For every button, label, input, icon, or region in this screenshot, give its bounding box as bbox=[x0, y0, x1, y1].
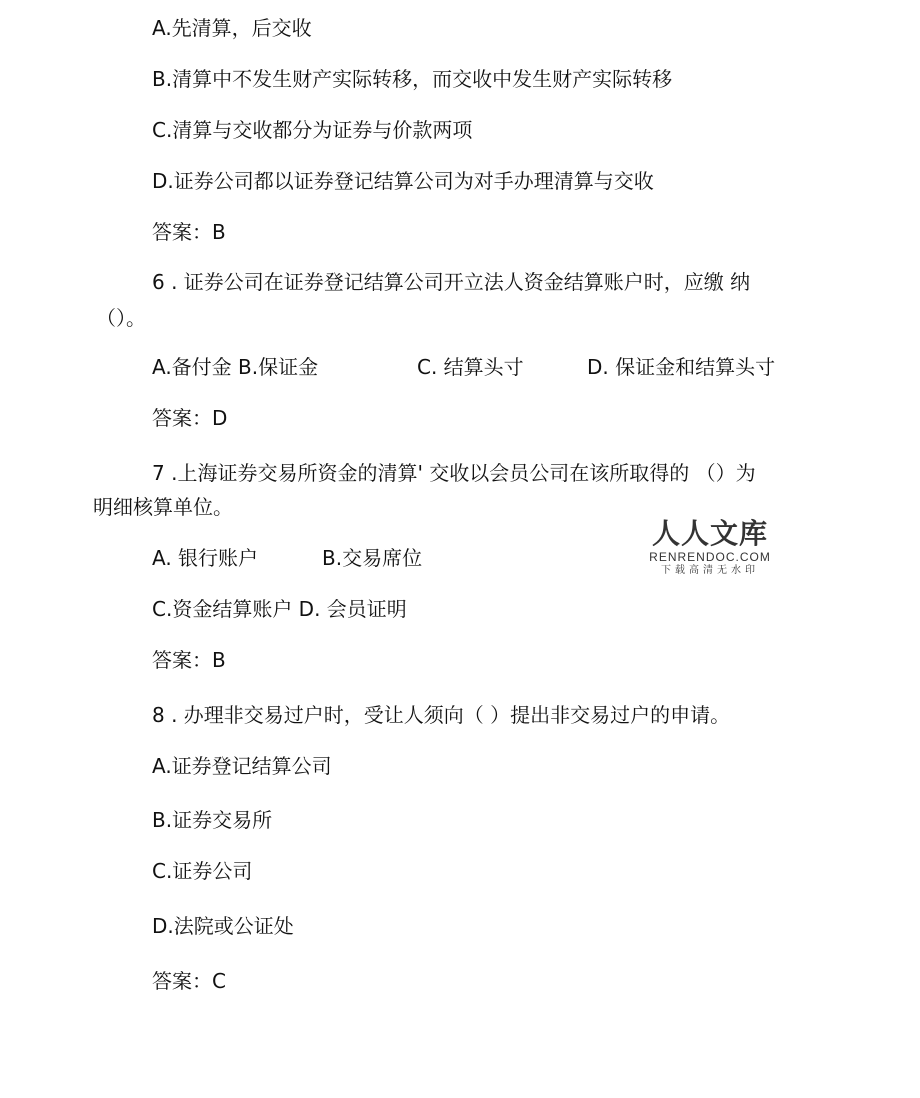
q6-stem-line2: （）。 bbox=[96, 306, 146, 330]
q7-option-cd: C.资金结算账户 D. 会员证明 bbox=[152, 597, 407, 621]
q8-stem: 8 . 办理非交易过户时，受让人须向（ ）提出非交易过户的申请。 bbox=[152, 703, 731, 727]
q8-answer: 答案：C bbox=[152, 969, 226, 993]
q5-option-b: B.清算中不发生财产实际转移，而交收中发生财产实际转移 bbox=[152, 67, 673, 91]
q8-option-b: B.证券交易所 bbox=[152, 808, 273, 832]
q5-option-c: C.清算与交收都分为证券与价款两项 bbox=[152, 118, 473, 142]
q5-answer: 答案：B bbox=[152, 220, 226, 244]
q6-option-c: C. 结算头寸 bbox=[417, 355, 524, 379]
q6-answer: 答案：D bbox=[152, 406, 228, 430]
q6-option-d: D. 保证金和结算头寸 bbox=[587, 355, 776, 379]
q7-option-b: B.交易席位 bbox=[322, 546, 423, 570]
watermark-subtitle: 下载高清无水印 bbox=[661, 565, 759, 576]
q6-stem-line1: 6 . 证券公司在证券登记结算公司开立法人资金结算账户时，应缴 纳 bbox=[152, 270, 751, 294]
q8-option-a: A.证券登记结算公司 bbox=[152, 754, 332, 778]
q8-option-c: C.证券公司 bbox=[152, 859, 253, 883]
watermark-logo bbox=[646, 518, 774, 578]
watermark-title: 人人文库 bbox=[651, 517, 768, 550]
q7-stem-line2: 明细核算单位。 bbox=[93, 495, 233, 519]
q6-option-ab: A.备付金 B.保证金 bbox=[152, 355, 319, 379]
watermark-site: RENRENDOC.COM bbox=[649, 550, 771, 564]
q7-option-a: A. 银行账户 bbox=[152, 546, 259, 570]
q5-option-a: A.先清算，后交收 bbox=[152, 16, 312, 40]
q8-option-d: D.法院或公证处 bbox=[152, 914, 294, 938]
q5-option-d: D.证券公司都以证券登记结算公司为对手办理清算与交收 bbox=[152, 169, 654, 193]
q7-answer: 答案：B bbox=[152, 648, 226, 672]
q7-stem-line1: 7 .上海证券交易所资金的清算' 交收以会员公司在该所取得的 （）为 bbox=[152, 461, 756, 485]
